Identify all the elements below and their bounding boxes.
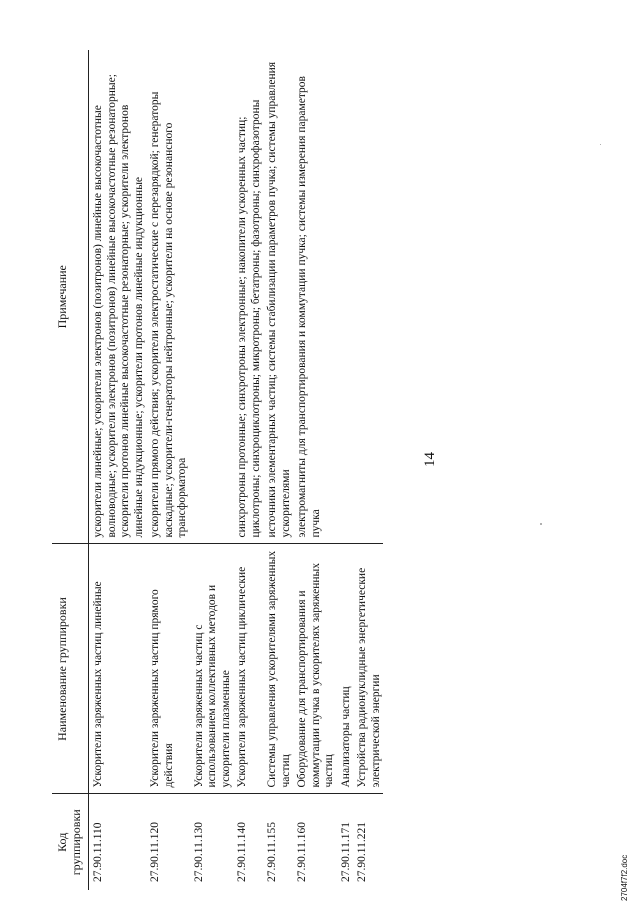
- row-code: 27.90.11.171: [337, 794, 354, 890]
- row-note: электромагниты для транспортирования и коммутации пучка; системы измерения параметров пучка: [296, 76, 322, 538]
- page-number: 14: [422, 452, 438, 467]
- row-note: синхротроны протонные; синхротроны электронные; накопители ускоренных частиц; циклотроны; синхроциклотроны; микротроны; бетатроны; фазотроны; синхрофазотроны: [236, 99, 262, 538]
- row-note: ускорители прямого действия; ускорители электростатические с перезарядкой; генераторы каскадные; ускорители-генераторы нейтронные; ускорители на основе резонансного трансформатора: [149, 91, 188, 538]
- scan-mark: [540, 523, 542, 525]
- row-code: 27.90.11.110: [89, 794, 147, 890]
- table-row: [337, 50, 354, 890]
- row-note: [337, 50, 354, 544]
- table-row: [89, 50, 147, 890]
- scan-mark: [600, 144, 601, 145]
- footer-filename: 2704f7f2.doc: [620, 854, 629, 901]
- row-note: [190, 50, 234, 544]
- row-note: [353, 50, 383, 544]
- table-row: [353, 50, 383, 890]
- row-name: Оборудование для транспортирования и коммутации пучка в ускорителях заряженных частиц: [293, 544, 337, 794]
- row-name: Ускорители заряженных частиц циклические: [233, 544, 263, 794]
- row-code: 27.90.11.221: [353, 794, 383, 890]
- table-header: [52, 50, 89, 890]
- header-note: Примечание: [52, 50, 89, 544]
- classification-table: [52, 50, 383, 890]
- table-row: [293, 50, 337, 890]
- row-code: 27.90.11.130: [190, 794, 234, 890]
- row-name: Системы управления ускорителями заряженных частиц: [263, 544, 293, 794]
- row-note: ускорители линейные; ускорители электронов (позитронов) линейные высокочастотные волноводные; ускорители электронов (позитронов) линейные высокочастотные резонаторные; ускорители протонов линейные высокочастотные резонаторные; ускорители электронов линейные индукционные; ускорители протонов линейные индукционные: [92, 74, 145, 538]
- header-name: Наименование группировки: [52, 544, 89, 794]
- row-note: источники элементарных частиц; системы стабилизации параметров пучка; системы управления ускорителями: [266, 61, 292, 538]
- header-code: Код группировки: [52, 794, 89, 890]
- row-name: Ускорители заряженных частиц прямого действия: [146, 544, 190, 794]
- row-name: Анализаторы частиц: [337, 544, 354, 794]
- table-row: [190, 50, 234, 890]
- row-code: 27.90.11.140: [233, 794, 263, 890]
- table-row: [146, 50, 190, 890]
- table-row: [233, 50, 263, 890]
- row-code: 27.90.11.120: [146, 794, 190, 890]
- row-code: 27.90.11.155: [263, 794, 293, 890]
- row-name: Ускорители заряженных частиц линейные: [89, 544, 147, 794]
- table-row: [263, 50, 293, 890]
- row-name: Ускорители заряженных частиц с использованием коллективных методов и ускорители плазменные: [190, 544, 234, 794]
- row-name: Устройства радионуклидные энергетические электрической энергии: [353, 544, 383, 794]
- row-code: 27.90.11.160: [293, 794, 337, 890]
